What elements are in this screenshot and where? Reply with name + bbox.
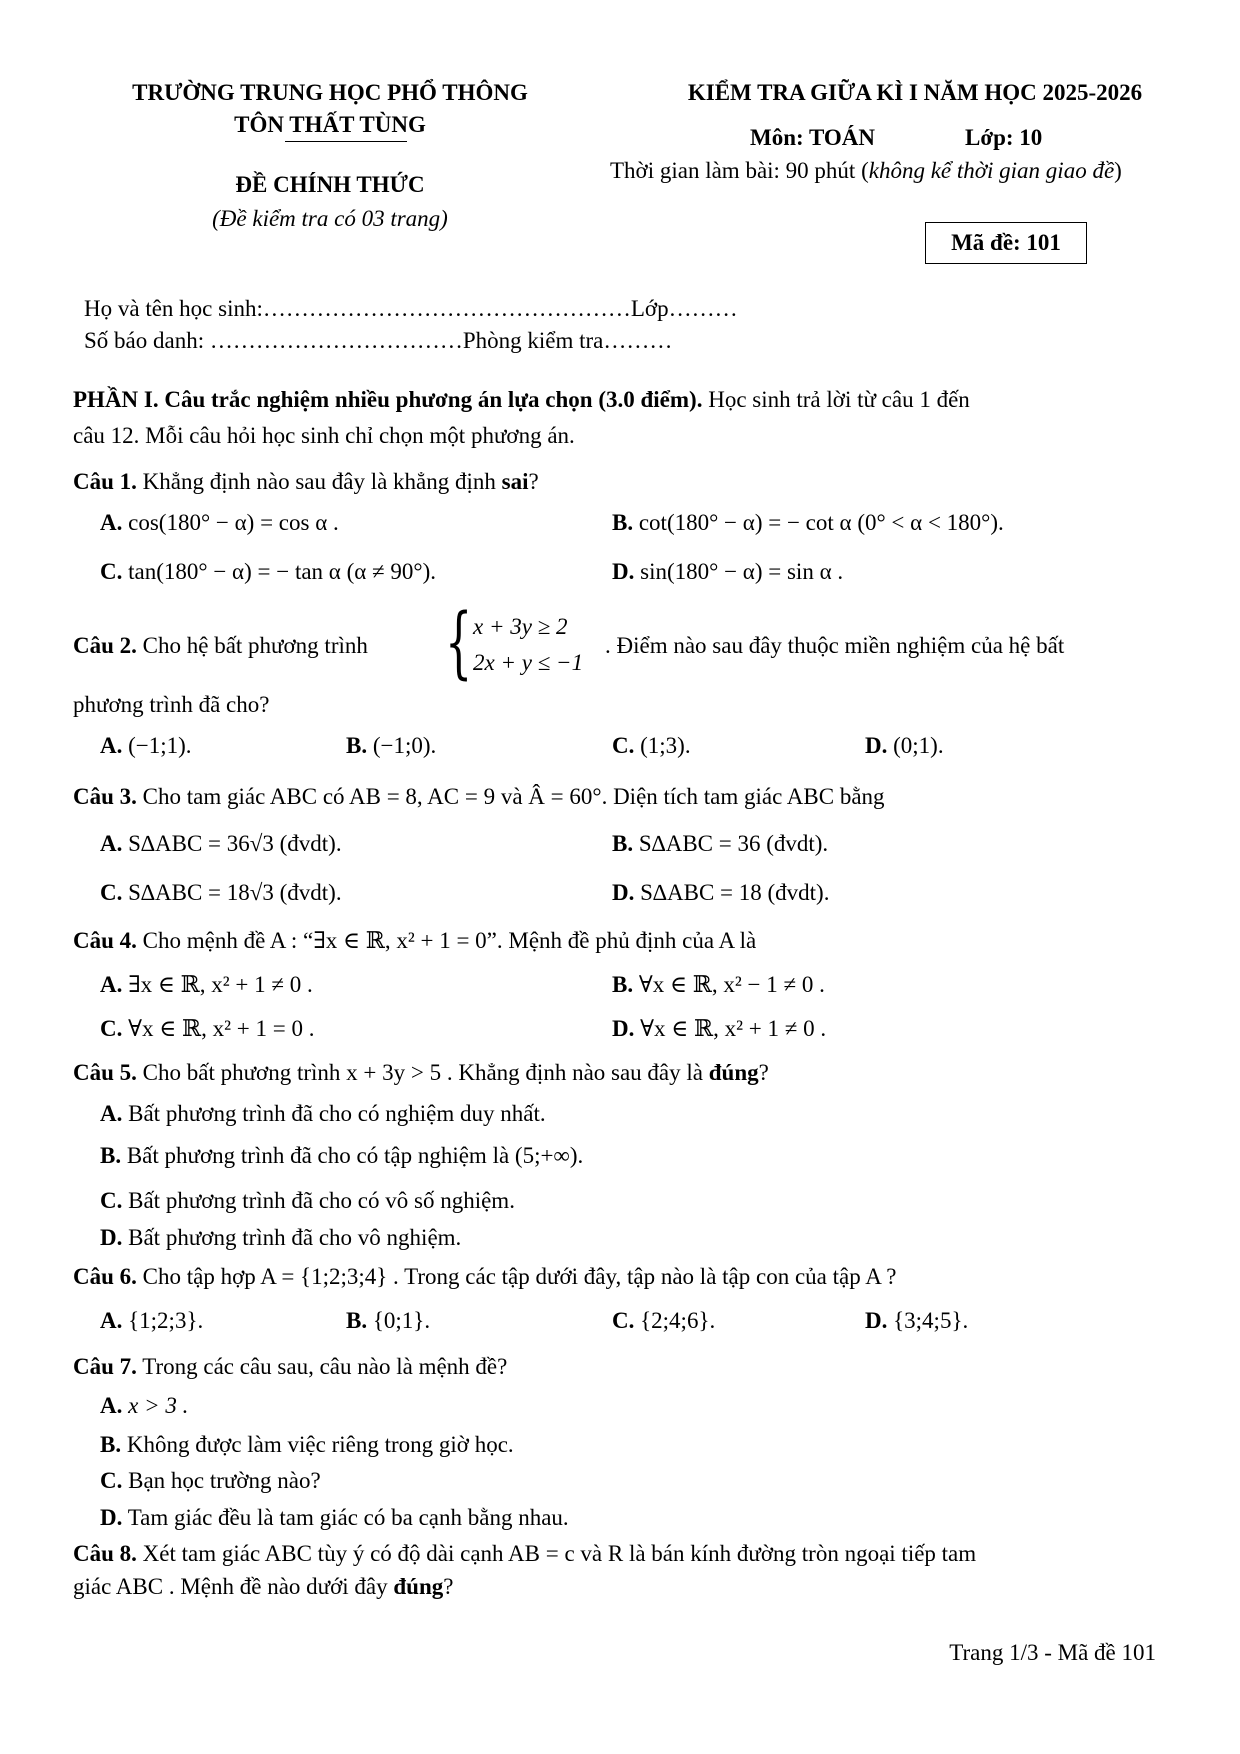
page-footer: Trang 1/3 - Mã đề 101 [949,1640,1156,1665]
q5-option-d[interactable]: D. Bất phương trình đã cho vô nghiệm. [100,1225,462,1250]
q4-option-d[interactable]: D. ∀x ∈ ℝ, x² + 1 ≠ 0 . [612,1016,827,1041]
q3-option-d[interactable]: D. S∆ABC = 18 (đvdt). [612,880,830,905]
school-name-line2: TÔN THẤT TÙNG [234,112,426,137]
q4-option-c[interactable]: C. ∀x ∈ ℝ, x² + 1 = 0 . [100,1016,315,1041]
student-name-line: Họ và tên học sinh:…………………………………………Lớp……… [84,296,738,321]
time-allowed: Thời gian làm bài: 90 phút (không kể thời gian giao đề) [610,158,1122,183]
question-8: Câu 8. Xét tam giác ABC tùy ý có độ dài cạnh AB = c và R là bán kính đường tròn ngoại tiếp tam [73,1541,977,1566]
q6-option-c[interactable]: C. {2;4;6}. [612,1308,716,1333]
q7-option-c[interactable]: C. Bạn học trường nào? [100,1468,321,1493]
question-2: Câu 2. Cho hệ bất phương trình [73,633,368,658]
exam-code-box [925,222,1087,264]
question-3: Câu 3. Cho tam giác ABC có AB = 8, AC = 9 và Â = 60°. Diện tích tam giác ABC bằng [73,784,885,809]
q2-option-a[interactable]: A. (−1;1). [100,733,192,758]
q4-option-b[interactable]: B. ∀x ∈ ℝ, x² − 1 ≠ 0 . [612,972,825,997]
part1-heading: PHẦN I. Câu trắc nghiệm nhiều phương án lựa chọn (3.0 điểm). Học sinh trả lời từ câu 1 đến [73,387,970,412]
q5-option-c[interactable]: C. Bất phương trình đã cho có vô số nghiệm. [100,1188,515,1213]
q2-option-d[interactable]: D. (0;1). [865,733,944,758]
q3-option-b[interactable]: B. S∆ABC = 36 (đvdt). [612,831,829,856]
q6-option-d[interactable]: D. {3;4;5}. [865,1308,969,1333]
q1-option-d[interactable]: D. sin(180° − α) = sin α . [612,559,844,584]
question-1: Câu 1. Khẳng định nào sau đây là khẳng định sai? [73,469,539,494]
question-4: Câu 4. Cho mệnh đề A : “∃x ∈ ℝ, x² + 1 = 0”. Mệnh đề phủ định của A là [73,928,757,953]
question-2-line2: phương trình đã cho? [73,692,270,717]
official-label: ĐỀ CHÍNH THỨC [235,172,425,197]
q6-option-a[interactable]: A. {1;2;3}. [100,1308,204,1333]
school-underline [285,141,407,142]
brace-icon: { [445,598,473,688]
question-6: Câu 6. Cho tập hợp A = {1;2;3;4} . Trong các tập dưới đây, tập nào là tập con của tập A ? [73,1264,897,1289]
q1-option-a[interactable]: A. cos(180° − α) = cos α . [100,510,339,535]
grade-label: Lớp: 10 [965,125,1043,150]
q6-option-b[interactable]: B. {0;1}. [346,1308,431,1333]
q1-option-b[interactable]: B. cot(180° − α) = − cot α (0° < α < 180°). [612,510,1004,535]
pages-note-text: (Đề kiểm tra có 03 trang) [212,206,448,231]
q2-option-b[interactable]: B. (−1;0). [346,733,437,758]
q4-option-a[interactable]: A. ∃x ∈ ℝ, x² + 1 ≠ 0 . [100,972,313,997]
q7-option-a[interactable]: A. x > 3 . [100,1393,189,1418]
question-7: Câu 7. Trong các câu sau, câu nào là mệnh đề? [73,1354,508,1379]
q7-option-d[interactable]: D. Tam giác đều là tam giác có ba cạnh bằng nhau. [100,1505,569,1530]
q5-option-b[interactable]: B. Bất phương trình đã cho có tập nghiệm là (5;+∞). [100,1143,584,1168]
q5-option-a[interactable]: A. Bất phương trình đã cho có nghiệm duy nhất. [100,1101,546,1126]
subject-label: Môn: TOÁN [750,125,876,150]
q1-option-c[interactable]: C. tan(180° − α) = − tan α (α ≠ 90°). [100,559,437,584]
q7-option-b[interactable]: B. Không được làm việc riêng trong giờ học. [100,1432,514,1457]
exam-code: Mã đề: 101 [951,230,1061,255]
school-name-line1: TRƯỜNG TRUNG HỌC PHỔ THÔNG [132,80,528,105]
q3-option-c[interactable]: C. S∆ABC = 18√3 (đvdt). [100,880,342,905]
inequality-1: x + 3y ≥ 2 [473,614,568,639]
inequality-system [445,598,625,688]
exam-title: KIỂM TRA GIỮA KÌ I NĂM HỌC 2025-2026 [687,80,1143,105]
question-8-line2: giác ABC . Mệnh đề nào dưới đây đúng? [73,1574,454,1599]
part1-instruction: câu 12. Mỗi câu hỏi học sinh chỉ chọn một phương án. [73,423,575,448]
q3-option-a[interactable]: A. S∆ABC = 36√3 (đvdt). [100,831,342,856]
question-5: Câu 5. Cho bất phương trình x + 3y > 5 . Khẳng định nào sau đây là đúng? [73,1060,769,1085]
q2-option-c[interactable]: C. (1;3). [612,733,691,758]
inequality-2: 2x + y ≤ −1 [473,650,584,675]
student-id-line: Số báo danh: ……………………………Phòng kiểm tra……… [84,328,673,353]
question-2-continued: . Điểm nào sau đây thuộc miền nghiệm của hệ bất [605,633,1065,658]
